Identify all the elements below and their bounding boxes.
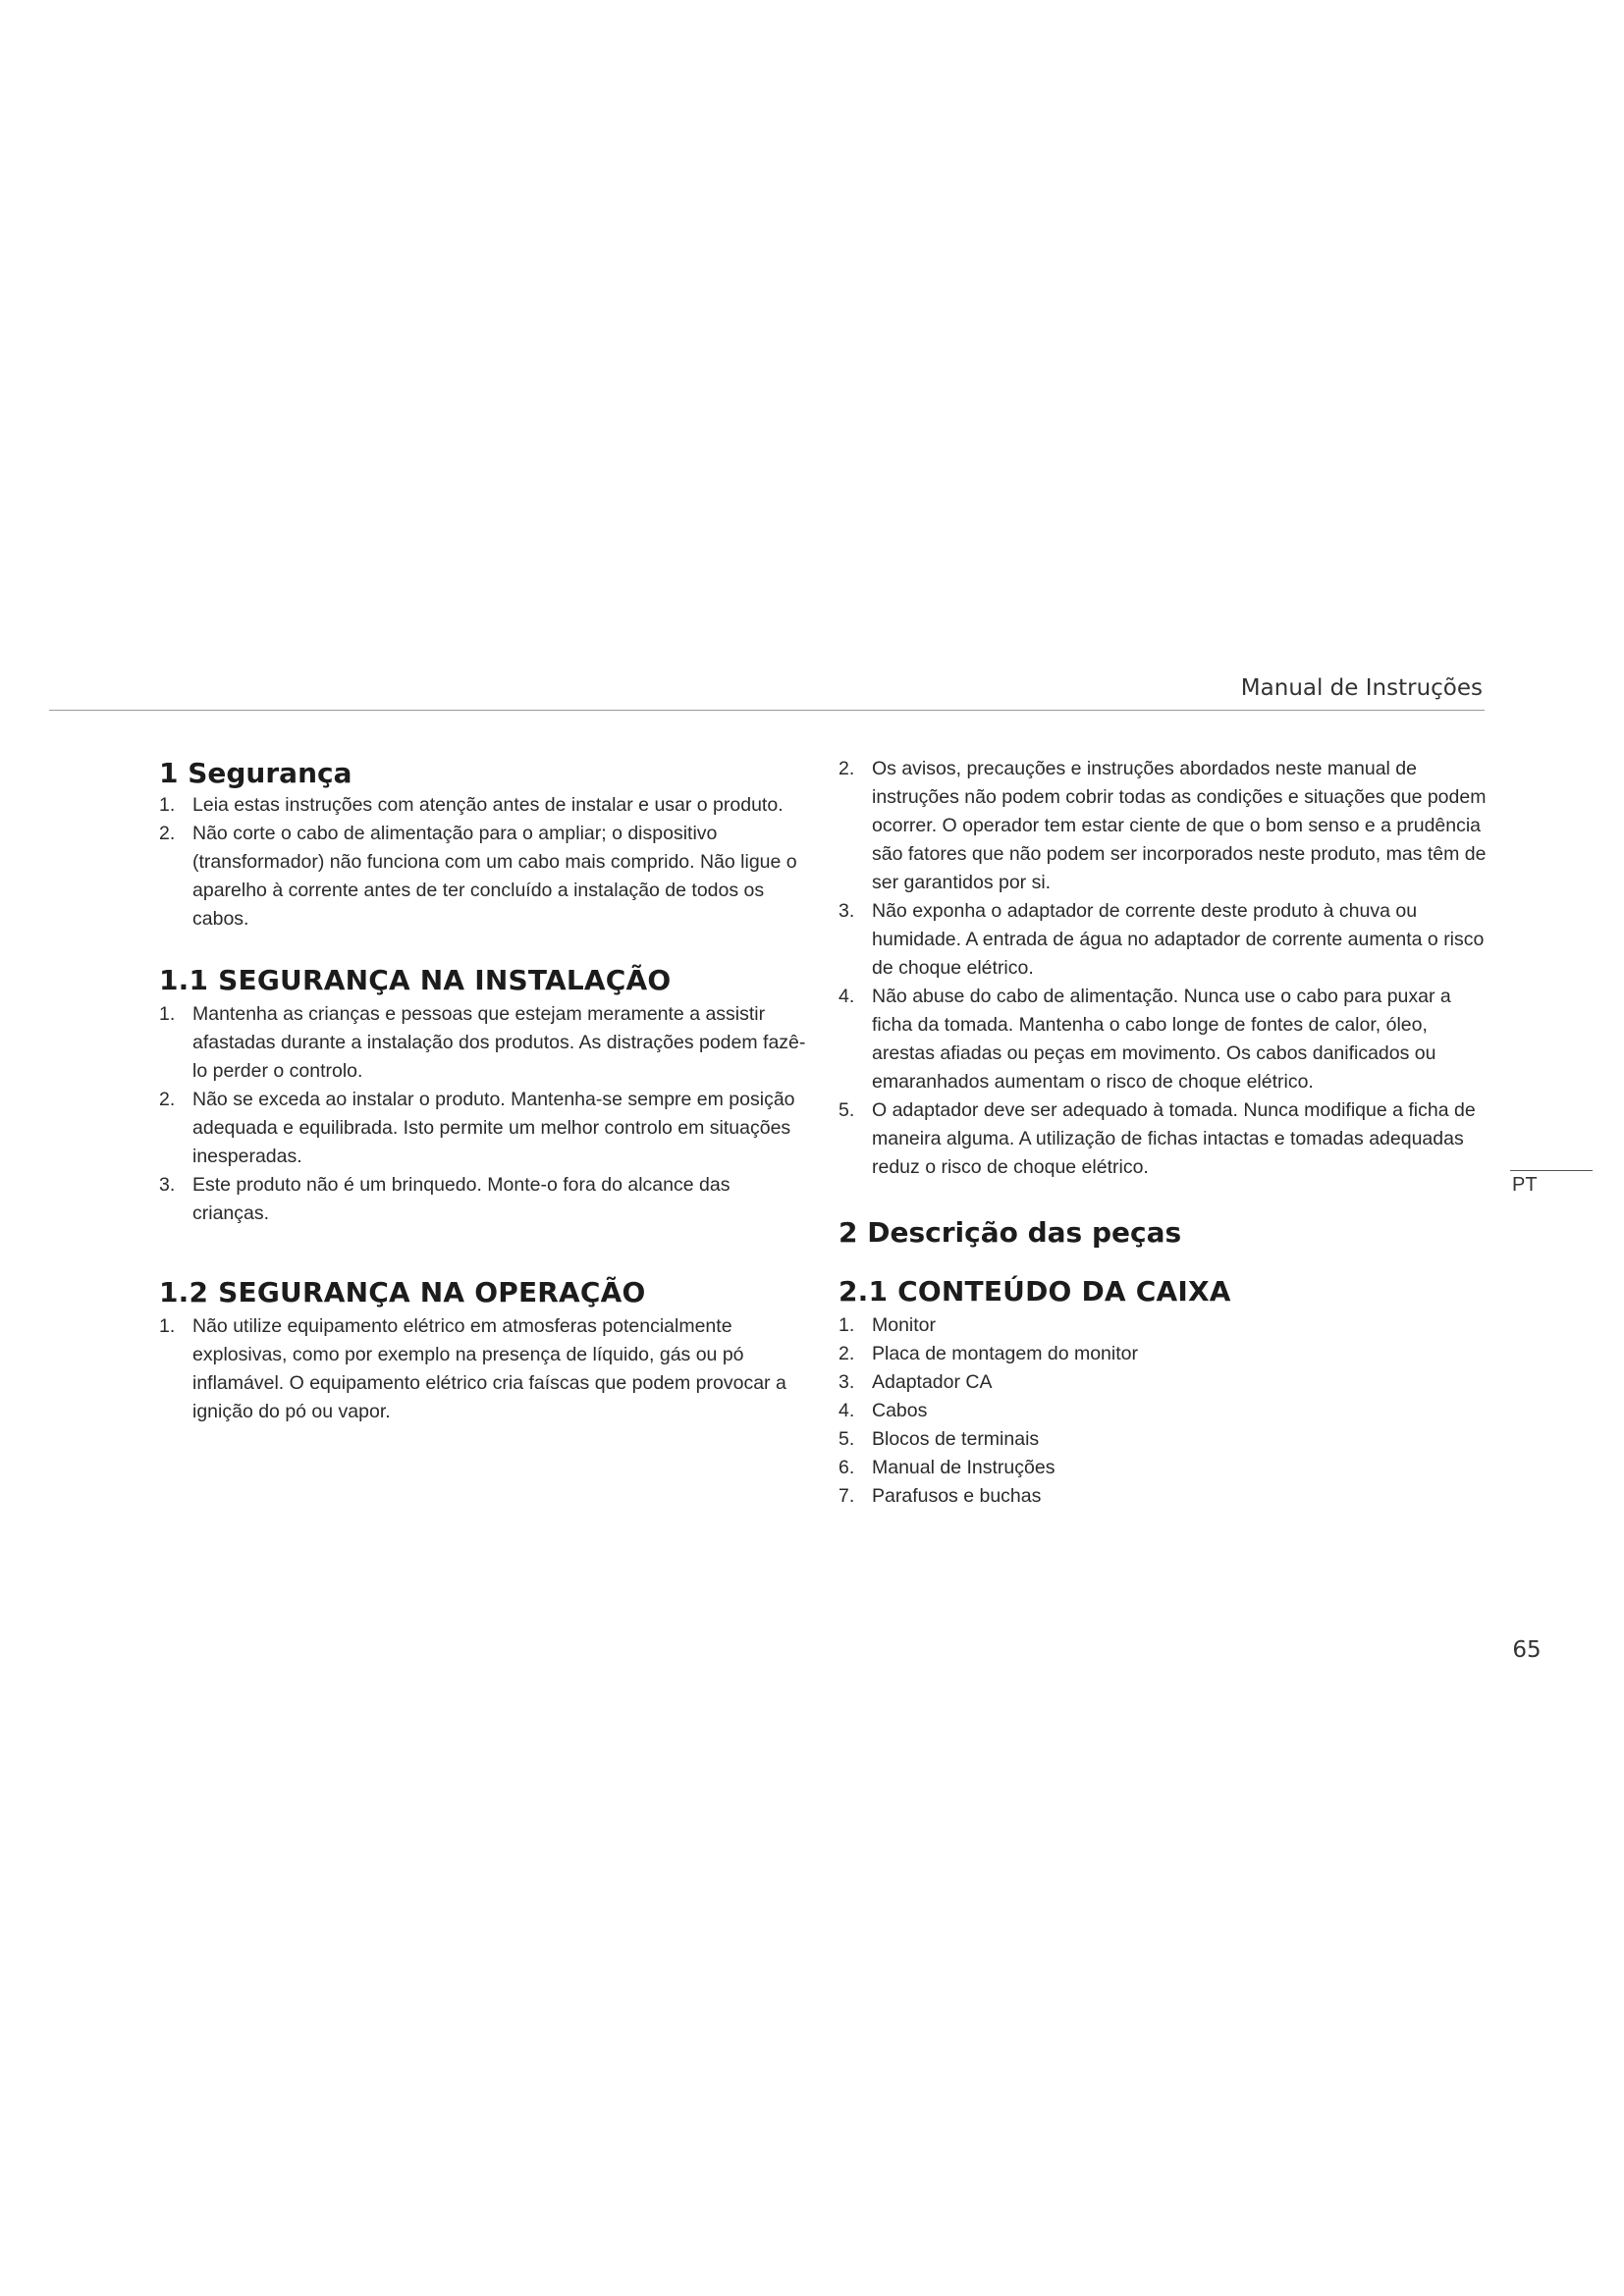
list-item [839,1368,1487,1397]
list-item-text: Não se exceda ao instalar o produto. Mantenha-se sempre em posição adequada e equilibrada. Isto permite um melhor controlo em situações inesperadas. [192,1089,795,1167]
language-tab-rule [1510,1170,1593,1171]
section-title-instalacao: 1.1 SEGURANÇA NA INSTALAÇÃO [159,964,672,996]
list-item-number: 1. [159,794,176,816]
list-item-number: 2. [839,1343,855,1364]
list-item [839,897,1487,983]
list-item-text: Manual de Instruções [872,1457,1056,1478]
list-instalacao [159,1000,807,1228]
list-item-number: 1. [159,1003,176,1025]
list-item-number: 3. [839,900,855,922]
list-item-text: Adaptador CA [872,1371,993,1393]
list-operacao [159,1312,807,1426]
section-title-conteudo: 2.1 CONTEÚDO DA CAIXA [839,1275,1231,1308]
list-item-number: 1. [839,1314,855,1336]
section-title-descricao: 2 Descrição das peças [839,1216,1182,1249]
list-item-number: 1. [159,1315,176,1337]
list-item [839,1311,1487,1340]
list-item-text: Não corte o cabo de alimentação para o ampliar; o dispositivo (transformador) não funciona com um cabo mais comprido. Não ligue o aparelho à corrente antes de ter concluído a instalação de todos os cabos. [192,823,797,930]
list-item-text: Não abuse do cabo de alimentação. Nunca use o cabo para puxar a ficha da tomada. Mantenha o cabo longe de fontes de calor, óleo, arestas afiadas ou peças em movimento. Os cabos danificados ou emaranhados aumentam o risco de choque elétrico. [872,986,1451,1093]
right-column [839,755,1487,1511]
list-item [839,1454,1487,1482]
list-item-text: Não utilize equipamento elétrico em atmosferas potencialmente explosivas, como por exemplo na presença de líquido, gás ou pó inflamável. O equipamento elétrico cria faíscas que podem provocar a ignição do pó ou vapor. [192,1315,786,1422]
list-item-text: Mantenha as crianças e pessoas que estejam meramente a assistir afastadas durante a instalação dos produtos. As distrações podem fazê-lo perder o controlo. [192,1003,806,1082]
list-item-number: 3. [839,1371,855,1393]
list-item [839,1096,1487,1182]
list-item [159,1000,807,1086]
list-item-text: Os avisos, precauções e instruções abordados neste manual de instruções não podem cobrir todas as condições e situações que podem ocorrer. O operador tem estar ciente de que o bom senso e a prudência são fatores que não podem ser incorporados neste produto, mas têm de ser garantidos por si. [872,758,1487,893]
list-item-text: Cabos [872,1400,928,1421]
list-item-number: 4. [839,1400,855,1421]
list-item [839,983,1487,1096]
list-item-text: Parafusos e buchas [872,1485,1042,1507]
list-item [839,755,1487,897]
list-item-text: Este produto não é um brinquedo. Monte-o fora do alcance das crianças. [192,1174,731,1224]
list-item-number: 5. [839,1428,855,1450]
list-item-number: 2. [839,758,855,779]
list-item-number: 7. [839,1485,855,1507]
left-column [159,756,807,1426]
list-item [159,1312,807,1426]
list-item [159,791,807,820]
list-seguranca [159,791,807,934]
list-item [839,1425,1487,1454]
list-item-number: 2. [159,823,176,844]
list-item-number: 5. [839,1099,855,1121]
list-item-text: Monitor [872,1314,937,1336]
list-item-text: Blocos de terminais [872,1428,1040,1450]
header-divider [49,710,1485,711]
list-item [159,1171,807,1228]
language-tab-label: PT [1512,1174,1538,1196]
list-operacao-continued [839,755,1487,1182]
list-item [159,820,807,934]
list-conteudo [839,1311,1487,1511]
list-item-number: 6. [839,1457,855,1478]
header-title: Manual de Instruções [1240,675,1483,701]
list-item [839,1397,1487,1425]
list-item [839,1482,1487,1511]
list-item [839,1340,1487,1368]
list-item-number: 3. [159,1174,176,1196]
list-item [159,1086,807,1171]
section-title-operacao: 1.2 SEGURANÇA NA OPERAÇÃO [159,1276,646,1308]
list-item-text: Não exponha o adaptador de corrente deste produto à chuva ou humidade. A entrada de água no adaptador de corrente aumenta o risco de choque elétrico. [872,900,1485,979]
list-item-text: Placa de montagem do monitor [872,1343,1138,1364]
page-number: 65 [1512,1637,1542,1663]
list-item-number: 2. [159,1089,176,1110]
list-item-number: 4. [839,986,855,1007]
section-title-seguranca: 1 Segurança [159,757,352,789]
list-item-text: Leia estas instruções com atenção antes de instalar e usar o produto. [192,794,784,816]
list-item-text: O adaptador deve ser adequado à tomada. Nunca modifique a ficha de maneira alguma. A utilização de fichas intactas e tomadas adequadas reduz o risco de choque elétrico. [872,1099,1476,1178]
